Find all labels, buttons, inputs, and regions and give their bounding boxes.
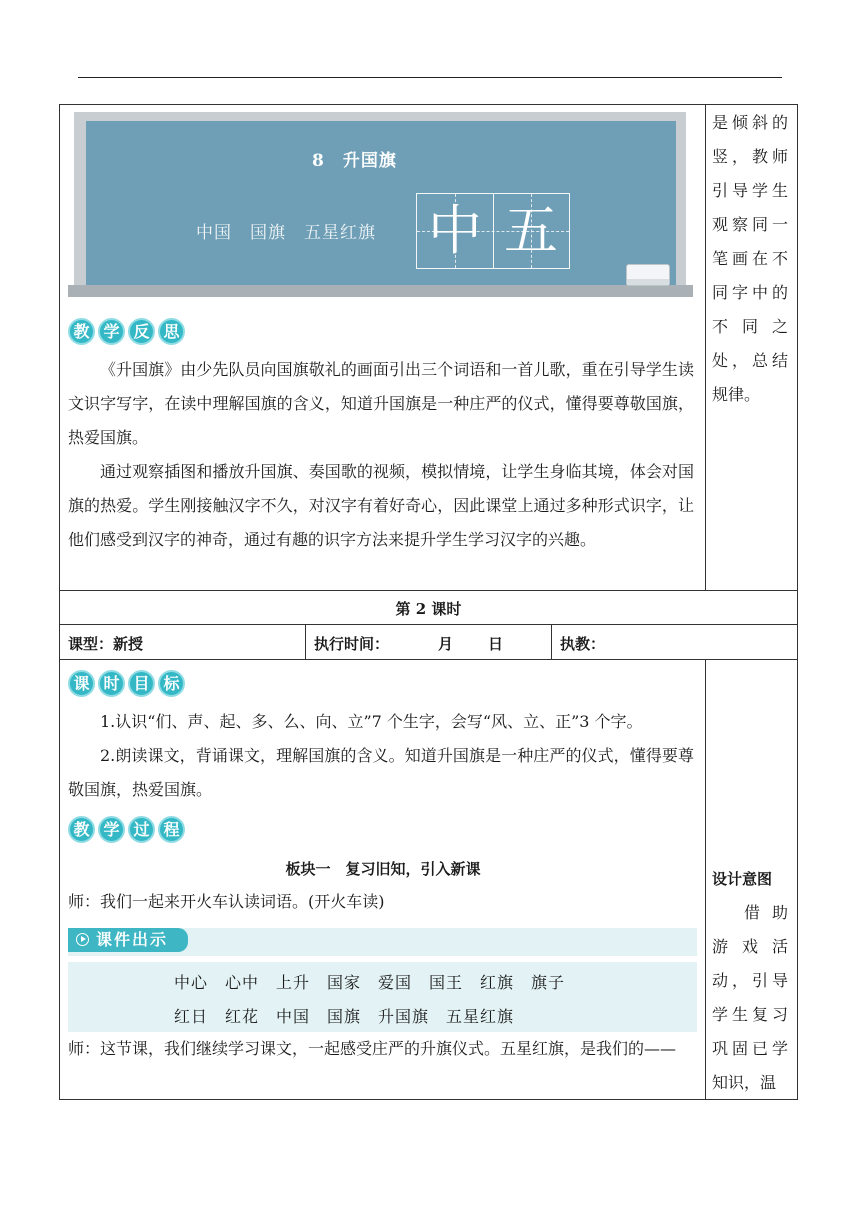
design-intent-label: 设计意图 bbox=[712, 870, 773, 888]
header-rule bbox=[78, 77, 782, 78]
divider bbox=[705, 659, 706, 1100]
heading-char: 过 bbox=[128, 816, 155, 843]
teacher-line: 师：这节课，我们继续学习课文，一起感受庄严的升旗仪式。五星红旗，是我们的—— bbox=[68, 1039, 677, 1058]
design-intent-text: 借助游戏活动，引导学生复习巩固已学知识，温 bbox=[712, 903, 788, 1092]
play-icon bbox=[76, 933, 89, 946]
heading-char: 时 bbox=[98, 670, 125, 697]
courseware-tab bbox=[68, 928, 188, 952]
grid-character: 五 bbox=[504, 199, 558, 262]
day-label: 日 bbox=[488, 635, 504, 653]
heading-char: 教 bbox=[68, 816, 95, 843]
vocab-row: 红日 红花 中国 国旗 升国旗 五星红旗 bbox=[174, 1007, 515, 1026]
board-title: 8 升国旗 bbox=[312, 151, 397, 171]
divider bbox=[59, 624, 798, 625]
teacher-label: 执教： bbox=[560, 635, 606, 653]
block-title: 板块一 复习旧知，引入新课 bbox=[285, 860, 481, 878]
heading-char: 思 bbox=[158, 318, 185, 345]
tian-grid bbox=[416, 193, 570, 269]
heading-char: 标 bbox=[158, 670, 185, 697]
side-note: 是倾斜的竖，教师引导学生观察同一笔画在不同字中的不同之处，总结规律。 bbox=[712, 113, 788, 404]
lesson-type: 课型：新授 bbox=[68, 635, 144, 653]
grid-character: 中 bbox=[428, 199, 482, 262]
divider bbox=[551, 624, 552, 659]
vocab-panel bbox=[68, 962, 697, 1032]
divider bbox=[705, 104, 706, 590]
month-label: 月 bbox=[438, 635, 454, 653]
lesson-period-title: 第 2 课时 bbox=[395, 600, 462, 618]
divider bbox=[305, 624, 306, 659]
heading-char: 学 bbox=[98, 318, 125, 345]
heading-char: 教 bbox=[68, 318, 95, 345]
vocab-row: 中心 心中 上升 国家 爱国 国王 红旗 旗子 bbox=[174, 973, 566, 992]
goal-item: 1.认识“们、声、起、多、么、向、立”7 个生字，会写“风、立、正”3 个字。 bbox=[100, 712, 643, 731]
divider bbox=[59, 659, 798, 660]
reflection-paragraph: 通过观察插图和播放升国旗、奏国歌的视频，模拟情境，让学生身临其境，体会对国旗的热爱。学生刚接触汉字不久，对汉字有着好奇心，因此课堂上通过多种形式识字，让他们感受到汉字的神奇，通过有趣的识字方法来提升学生学习汉字的兴趣。 bbox=[68, 462, 694, 549]
execution-time-label: 执行时间： bbox=[314, 635, 390, 653]
reflection-heading bbox=[68, 318, 185, 345]
eraser-icon bbox=[626, 264, 670, 286]
heading-char: 程 bbox=[158, 816, 185, 843]
board-words: 中国 国旗 五星红旗 bbox=[196, 223, 376, 243]
divider bbox=[59, 590, 798, 591]
teacher-line: 师：我们一起来开火车认读词语。(开火车读) bbox=[68, 892, 385, 911]
heading-char: 学 bbox=[98, 816, 125, 843]
heading-char: 目 bbox=[128, 670, 155, 697]
blackboard-ledge bbox=[68, 285, 693, 297]
goals-heading bbox=[68, 670, 185, 697]
goal-item: 2.朗读课文，背诵课文，理解国旗的含义。知道升国旗是一种庄严的仪式，懂得要尊敬国旗，热爱国旗。 bbox=[68, 746, 694, 799]
reflection-paragraph: 《升国旗》由少先队员向国旗敬礼的画面引出三个词语和一首儿歌，重在引导学生读文识字写字，在读中理解国旗的含义，知道升国旗是一种庄严的仪式，懂得要尊敬国旗，热爱国旗。 bbox=[68, 360, 694, 447]
courseware-label: 课件出示 bbox=[96, 930, 169, 949]
heading-char: 反 bbox=[128, 318, 155, 345]
heading-char: 课 bbox=[68, 670, 95, 697]
process-heading bbox=[68, 816, 185, 843]
